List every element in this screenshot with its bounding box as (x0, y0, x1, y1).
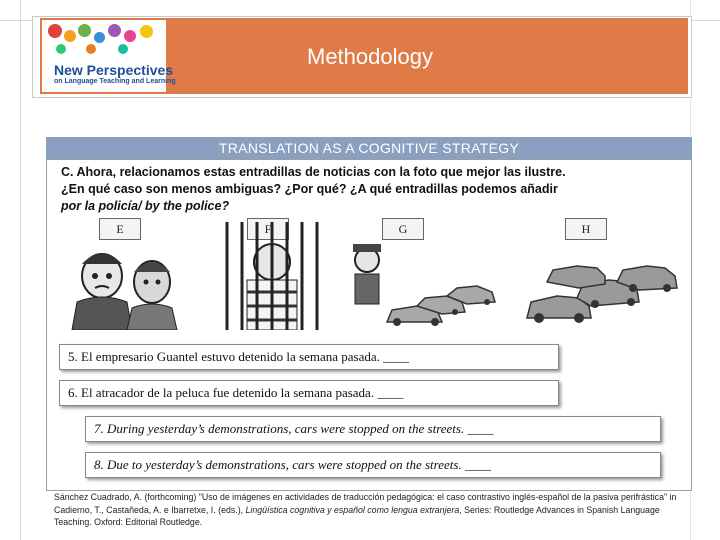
statement-6: 6. El atracador de la peluca fue detenido la semana pasada. ____ (59, 380, 559, 406)
logo-bubble (64, 30, 76, 42)
logo-subtitle: on Language Teaching and Learning (54, 78, 176, 85)
statement-8: 8. Due to yesterday’s demonstrations, cars were stopped on the streets. ____ (85, 452, 661, 478)
logo-bubble (118, 44, 128, 54)
picture-h-traffic-cars (517, 222, 687, 330)
citation (54, 491, 690, 529)
statement-5: 5. El empresario Guantel estuvo detenido la semana pasada. ____ (59, 344, 559, 370)
logo-bubble (108, 24, 121, 37)
instruction-line: ¿En qué caso son menos ambiguas? ¿Por qué? ¿A qué entradillas podemos añadir (61, 182, 558, 196)
worksheet-instructions (61, 164, 681, 215)
logo-bubble (94, 32, 105, 43)
citation-series: , Series: Routledge Advances in Spanish Language Teaching. Oxford: Editorial Routledge. (54, 504, 660, 527)
logo-bubble (124, 30, 136, 42)
new-perspectives-logo (42, 20, 176, 92)
logo-bubble (48, 24, 62, 38)
picture-label-f: F (247, 218, 289, 240)
picture-e-two-men (57, 222, 197, 330)
citation-text: Sánchez Cuadrado, A. (forthcoming) "Uso de imágenes en actividades de traducción pedagógica: el caso contrastivo inglés-español de la pasiva perifrástica" in Cadierno, T., Castañeda, A. e Ibarretxe, I. (eds.), (54, 492, 677, 515)
picture-label-h: H (565, 218, 607, 240)
worksheet-image (46, 159, 692, 491)
logo-title: New Perspectives (54, 62, 174, 78)
logo-bubble (140, 25, 153, 38)
logo-bubble (78, 24, 91, 37)
logo-bubble (86, 44, 96, 54)
logo-bubble (56, 44, 66, 54)
statement-7: 7. During yesterday’s demonstrations, cars were stopped on the streets. ____ (85, 416, 661, 442)
slide-title: Methodology (307, 44, 433, 69)
instruction-line: C. Ahora, relacionamos estas entradillas de noticias con la foto que mejor las ilustre. (61, 165, 566, 179)
picture-f-prisoner-bars (217, 222, 327, 330)
left-rule (20, 0, 21, 540)
picture-label-e: E (99, 218, 141, 240)
instruction-line: por la policía/ by the police? (61, 199, 230, 213)
picture-label-g: G (382, 218, 424, 240)
section-banner: TRANSLATION AS A COGNITIVE STRATEGY (46, 137, 692, 159)
citation-book-title: Lingüística cognitiva y español como lengua extranjera (245, 504, 460, 515)
picture-g-policeman-cars (337, 222, 507, 330)
